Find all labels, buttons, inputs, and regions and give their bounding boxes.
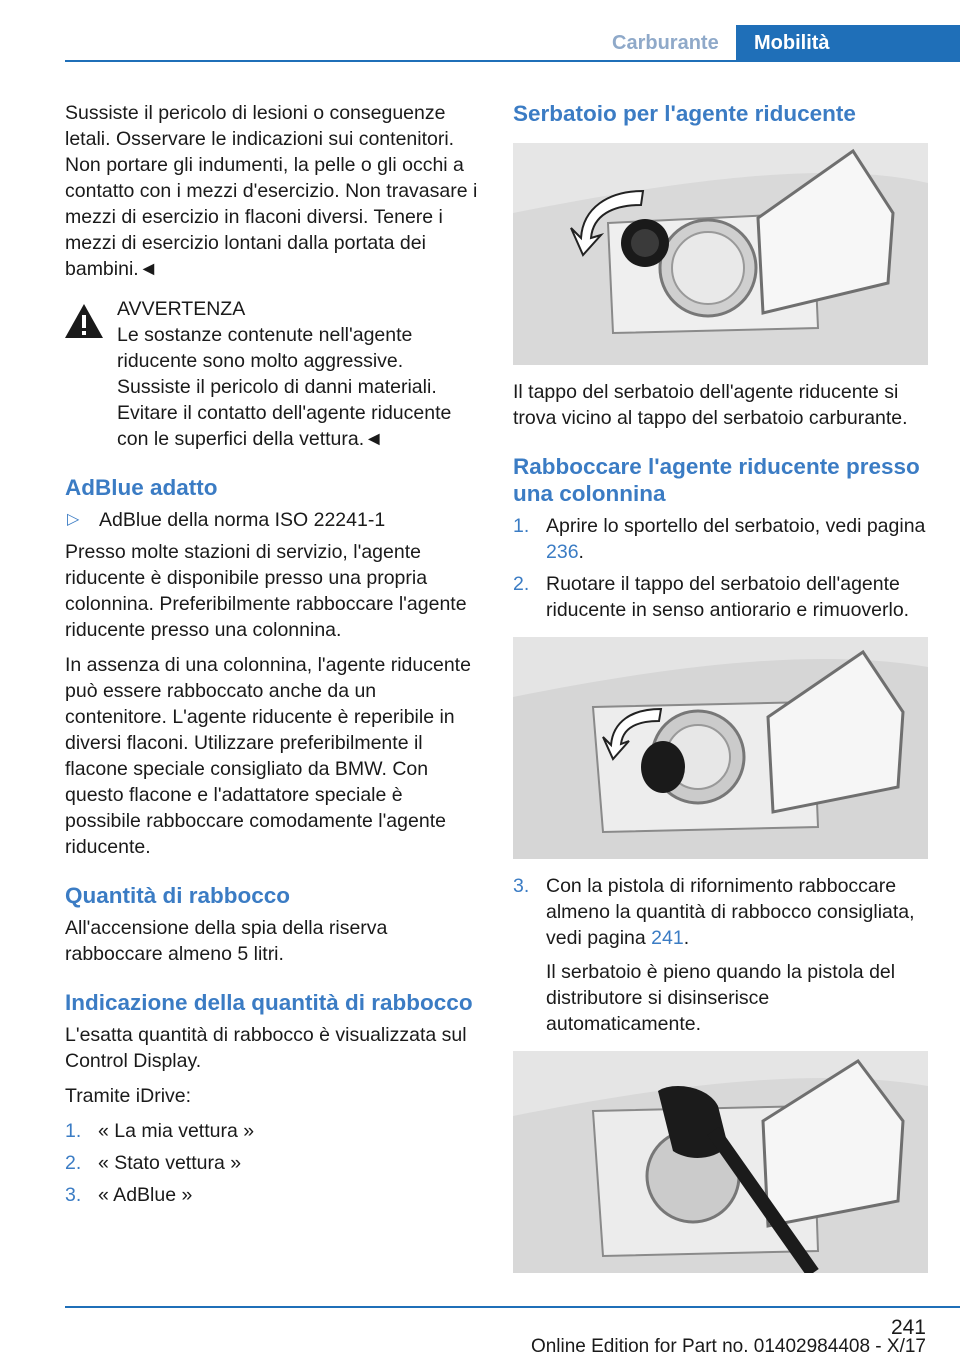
list-item: 1. Aprire lo sportello del serbatoio, vedi pagina 236. xyxy=(513,515,926,563)
indicazione-paragraph: L'esatta quantità di rabbocco è visualizzata sul Control Display. xyxy=(65,1024,467,1072)
warning-text: Le sostanze contenute nell'agente riducente sono molto aggressive. Sussiste il pericolo di danni materiali. Evitare il contatto dell'agente riducente con le superfici della vettura.◄ xyxy=(117,324,452,450)
list-item: 1. « La mia vettura » xyxy=(65,1120,255,1142)
page-link-236[interactable]: 236 xyxy=(546,541,579,563)
warning-triangle-icon xyxy=(63,302,105,340)
adblue-paragraph-1: Presso molte stazioni di servizio, l'agente riducente è disponibile presso una propria colonnina. Preferibilmente rabboccare l'agente riducente presso una colonnina. xyxy=(65,541,467,641)
adblue-paragraph-2: In assenza di una colonnina, l'agente riducente può essere rabboccato anche da un contenitore. L'agente riducente è reperibile in diversi flaconi. Utilizzare preferibilmente il flacone speciale consigliato da BMW. Con questo flacone e l'adattatore speciale è possibile rabboccare comodamente l'agente riducente. xyxy=(65,654,471,858)
header-rule xyxy=(65,60,960,62)
refill-steps xyxy=(513,513,928,623)
photo-cap-removed xyxy=(513,637,928,859)
page-link-241[interactable]: 241 xyxy=(651,927,684,949)
idrive-menu-steps xyxy=(65,1118,480,1208)
intro-paragraph: Sussiste il pericolo di lesioni o conseguenze letali. Osservare le indicazioni sui contenitori. Non portare gli indumenti, la pelle o gli occhi a contatto con i mezzi d'esercizio. Non travasare i mezzi di esercizio in flaconi diversi. Tenere i mezzi di esercizio lontani dalla portata dei bambini.◄ xyxy=(65,102,478,280)
header-tab-section: Carburante xyxy=(612,32,719,54)
triangle-bullet-icon: ▷ xyxy=(67,511,80,528)
footer-rule xyxy=(65,1306,960,1308)
list-item: 2. Ruotare il tappo del serbatoio dell'agente riducente in senso antiorario e rimuoverlo. xyxy=(513,573,910,621)
photo-tank-cap xyxy=(513,143,928,365)
adblue-bullet xyxy=(65,507,480,533)
heading-serbatoio: Serbatoio per l'agente riducente xyxy=(513,101,856,126)
heading-indicazione: Indicazione della quantità di rabbocco xyxy=(65,990,473,1015)
left-column xyxy=(65,100,480,1216)
list-item: 3. Con la pistola di rifornimento rabboccare almeno la quantità di rabbocco consigliata, vedi pagina 241. Il serbatoio è pieno quando la pistola del distributore si disinserisce automaticamente. xyxy=(513,873,928,1037)
heading-adblue: AdBlue adatto xyxy=(65,475,218,500)
step3-note: Il serbatoio è pieno quando la pistola del distributore si disinserisce automaticamente. xyxy=(546,961,896,1035)
heading-quantita: Quantità di rabbocco xyxy=(65,883,291,908)
warning-title: AVVERTENZA xyxy=(117,298,246,320)
right-column xyxy=(513,100,928,1287)
page-number: 241 xyxy=(890,1316,926,1339)
warning-block xyxy=(65,296,480,452)
list-item: 3. « AdBlue » xyxy=(65,1184,193,1206)
adblue-bullet-text: AdBlue della norma ISO 22241-1 xyxy=(99,509,386,531)
edition-text: Online Edition for Part no. 01402984408 - X/17 xyxy=(530,1336,926,1357)
refill-steps-continued xyxy=(513,873,928,1037)
heading-rabboccare: Rabboccare l'agente riducente presso una colonnina xyxy=(513,454,920,506)
idrive-paragraph: Tramite iDrive: xyxy=(65,1085,192,1107)
serbatoio-paragraph: Il tappo del serbatoio dell'agente riducente si trova vicino al tappo del serbatoio carburante. xyxy=(513,381,908,429)
quantita-paragraph: All'accensione della spia della riserva rabboccare almeno 5 litri. xyxy=(65,917,388,965)
list-item: 2. « Stato vettura » xyxy=(65,1152,242,1174)
photo-refill-nozzle xyxy=(513,1051,928,1273)
header-tab-chapter: Mobilità xyxy=(736,25,960,62)
